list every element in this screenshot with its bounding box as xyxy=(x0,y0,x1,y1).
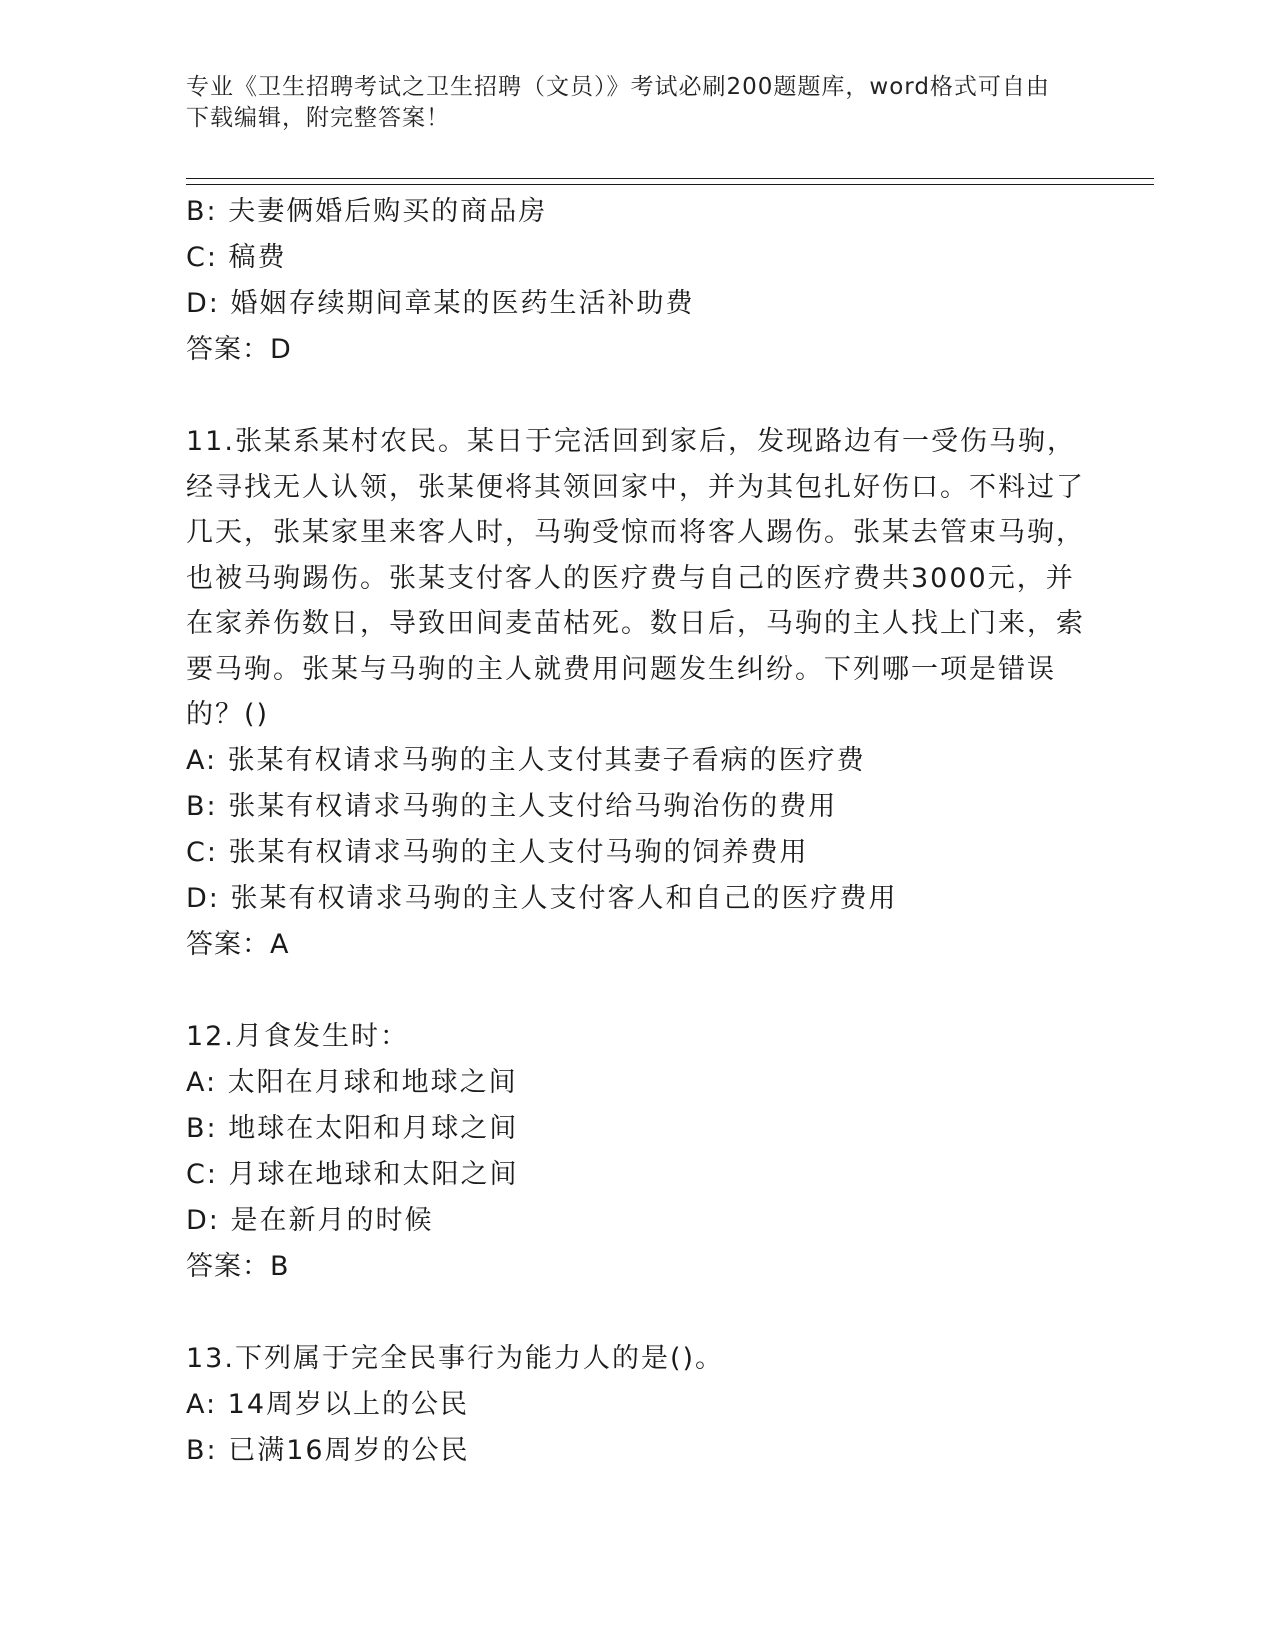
answer-line: 答案：D xyxy=(186,334,292,365)
question-11 xyxy=(186,419,1086,968)
spacer xyxy=(186,1290,1086,1336)
question-stem: 13.下列属于完全民事行为能力人的是()。 xyxy=(186,1342,725,1374)
option-c: C: 月球在地球和太阳之间 xyxy=(186,1158,519,1190)
spacer xyxy=(186,968,1086,1014)
header-rule-top xyxy=(186,178,1154,179)
option-d: D: 张某有权请求马驹的主人支付客人和自己的医疗费用 xyxy=(186,882,898,914)
question-10-tail xyxy=(186,189,1086,373)
answer-line: 答案：A xyxy=(186,928,290,960)
question-12 xyxy=(186,1014,1086,1290)
option-b: B: 已满16周岁的公民 xyxy=(186,1434,470,1466)
option-c: C: 张某有权请求马驹的主人支付马驹的饲养费用 xyxy=(186,836,809,868)
option-a: A: 太阳在月球和地球之间 xyxy=(186,1066,518,1098)
option-b: B: 地球在太阳和月球之间 xyxy=(186,1112,519,1144)
document-header: 专业《卫生招聘考试之卫生招聘（文员）》考试必刷200题题库，word格式可自由下载编辑，附完整答案！ xyxy=(186,74,1050,131)
option-d: D: 是在新月的时候 xyxy=(186,1204,434,1236)
option-b: B: 张某有权请求马驹的主人支付给马驹治伤的费用 xyxy=(186,790,838,822)
option-c: C: 稿费 xyxy=(186,242,287,273)
question-stem: 11.张某系某村农民。某日于完活回到家后，发现路边有一受伤马驹，经寻找无人认领，张某便将其领回家中，并为其包扎好伤口。不料过了几天，张某家里来客人时，马驹受惊而将客人踢伤。张某去管束马驹，也被马驹踢伤。张某支付客人的医疗费与自己的医疗费共3000元，并在家养伤数日，导致田间麦苗枯死。数日后，马驹的主人找上门来，索要马驹。张某与马驹的主人就费用问题发生纠纷。下列哪一项是错误的？() xyxy=(186,426,1085,730)
header-rule-bottom xyxy=(186,184,1154,185)
option-b: B: 夫妻俩婚后购买的商品房 xyxy=(186,196,548,227)
document-body xyxy=(186,189,1086,1474)
question-13 xyxy=(186,1336,1086,1474)
question-stem: 12.月食发生时： xyxy=(186,1020,409,1052)
spacer xyxy=(186,373,1086,419)
option-a: A: 14周岁以上的公民 xyxy=(186,1388,470,1420)
option-a: A: 张某有权请求马驹的主人支付其妻子看病的医疗费 xyxy=(186,744,866,776)
answer-line: 答案：B xyxy=(186,1250,290,1282)
option-d: D: 婚姻存续期间章某的医药生活补助费 xyxy=(186,288,695,319)
